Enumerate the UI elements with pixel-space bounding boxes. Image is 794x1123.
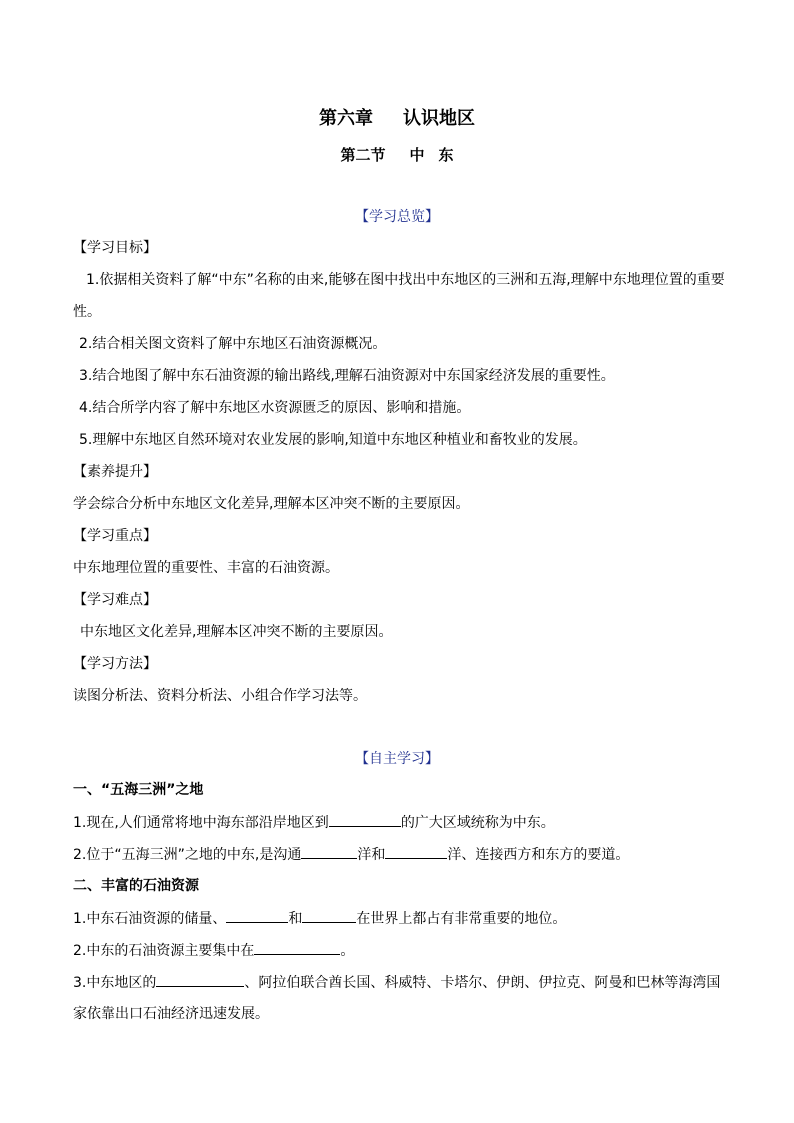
literacy-label: 【素养提升】 — [73, 464, 157, 480]
goals-label: 【学习目标】 — [73, 240, 157, 256]
question-5-text-post: 、阿拉伯联合酋长国、科威特、卡塔尔、伊朗、伊拉克、阿曼和巴林等海湾国 — [244, 975, 721, 991]
question-4-text-post: 。 — [340, 943, 355, 959]
difficult-label: 【学习难点】 — [73, 592, 157, 608]
question-1-text-post: 的广大区域统称为中东。 — [400, 815, 555, 831]
question-3-text-post: 在世界上都占有非常重要的地位。 — [356, 911, 567, 927]
question-3-blank-1[interactable] — [226, 908, 288, 923]
part1-title: 一、“五海三洲”之地 — [73, 782, 204, 798]
goal-4: 4.结合所学内容了解中东地区水资源匮乏的原因、影响和措施。 — [79, 400, 471, 416]
section-name-part2: 东 — [438, 146, 454, 164]
question-3-blank-2[interactable] — [302, 908, 356, 923]
question-4-blank[interactable] — [254, 940, 340, 955]
question-2-text-mid: 洋和 — [357, 847, 386, 863]
question-5-line2: 家依靠出口石油经济迅速发展。 — [73, 1006, 269, 1022]
question-5-text-pre: 3.中东地区的 — [73, 975, 157, 991]
chapter-name: 认识地区 — [403, 108, 475, 129]
key-text: 中东地理位置的重要性、丰富的石油资源。 — [73, 560, 339, 576]
chapter-number: 第六章 — [319, 108, 373, 129]
chapter-title — [0, 104, 794, 130]
goal-1-line1: 1.依据相关资料了解“中东”名称的由来,能够在图中找出中东地区的三洲和五海,理解中东地理位置的重要 — [86, 272, 725, 288]
section-number: 第二节 — [340, 146, 386, 164]
overview-heading: 【学习总览】 — [355, 209, 439, 225]
method-text: 读图分析法、资料分析法、小组合作学习法等。 — [73, 688, 367, 704]
goal-2: 2.结合相关图文资料了解中东地区石油资源概况。 — [79, 336, 387, 352]
goal-3: 3.结合地图了解中东石油资源的输出路线,理解石油资源对中东国家经济发展的重要性。 — [79, 368, 615, 384]
part2-title: 二、丰富的石油资源 — [73, 878, 199, 894]
difficult-text: 中东地区文化差异,理解本区冲突不断的主要原因。 — [80, 624, 393, 640]
key-label: 【学习重点】 — [73, 528, 157, 544]
question-3-text-mid: 和 — [288, 911, 303, 927]
question-2 — [73, 844, 629, 865]
question-2-text-post: 洋、连接西方和东方的要道。 — [447, 847, 630, 863]
self-study-heading: 【自主学习】 — [355, 751, 439, 767]
goal-5: 5.理解中东地区自然环境对农业发展的影响,知道中东地区种植业和畜牧业的发展。 — [79, 432, 587, 448]
goal-1-line2: 性。 — [73, 304, 101, 320]
section-name-part1: 中 — [409, 146, 425, 164]
question-3 — [73, 908, 566, 929]
question-1 — [73, 812, 555, 833]
section-title — [0, 144, 794, 165]
question-4 — [73, 940, 354, 961]
question-5-blank[interactable] — [156, 972, 244, 987]
question-1-blank[interactable] — [329, 812, 401, 827]
literacy-text: 学会综合分析中东地区文化差异,理解本区冲突不断的主要原因。 — [73, 496, 470, 512]
question-3-text-pre: 1.中东石油资源的储量、 — [73, 911, 227, 927]
question-5 — [73, 972, 720, 993]
method-label: 【学习方法】 — [73, 656, 157, 672]
question-2-text-pre: 2.位于“五海三洲”之地的中东,是沟通 — [73, 847, 302, 863]
question-1-text-pre: 1.现在,人们通常将地中海东部沿岸地区到 — [73, 815, 329, 831]
question-2-blank-1[interactable] — [301, 844, 357, 859]
question-4-text-pre: 2.中东的石油资源主要集中在 — [73, 943, 255, 959]
question-2-blank-2[interactable] — [385, 844, 447, 859]
